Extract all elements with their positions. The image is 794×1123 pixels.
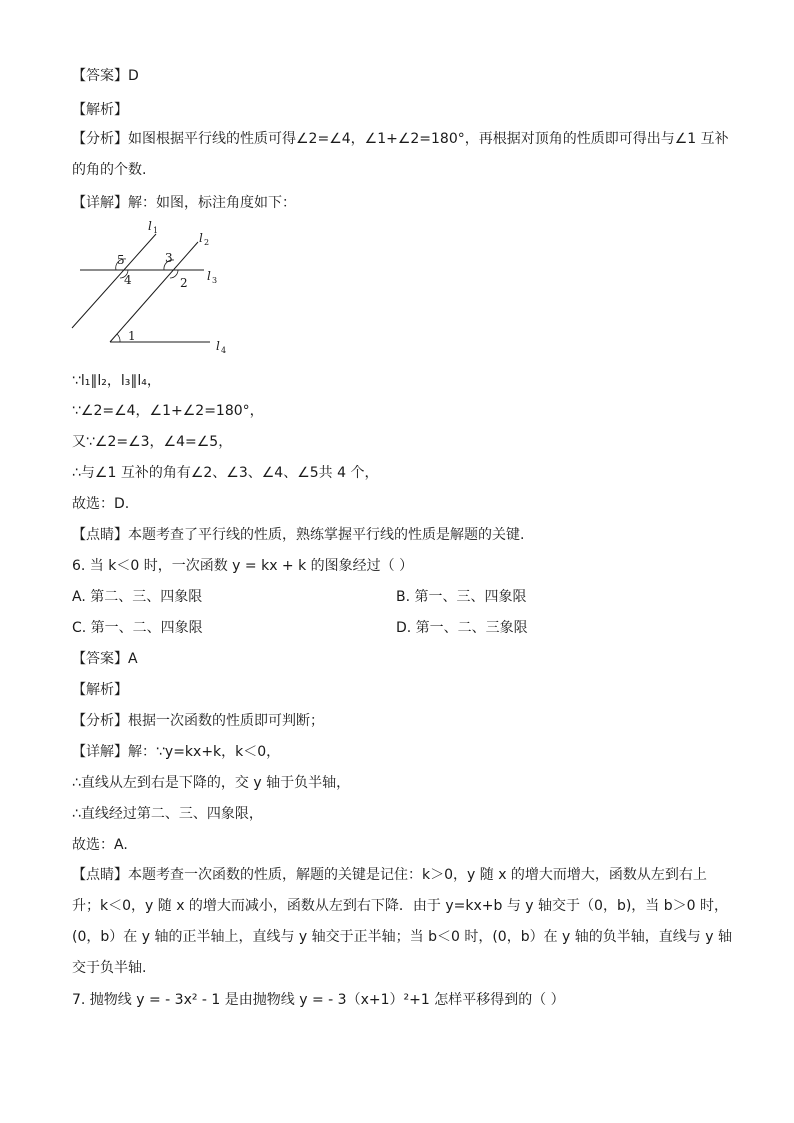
label-angle-3: 3 [165,251,173,265]
analysis-heading-q5: 【解析】 [72,102,128,118]
answer-q5: 【答案】D [72,68,139,84]
choice-a: A. 第二、三、四象限 [72,589,203,605]
step-q6-1: ∴直线从左到右是下降的，交 y 轴于负半轴， [72,775,351,791]
step-q6-2: ∴直线经过第二、三、四象限， [72,806,263,822]
label-l4: l [216,339,220,353]
conclusion-q5: ∴与∠1 互补的角有∠2、∠3、∠4、∠5共 4 个， [72,465,379,481]
comment-q5: 【点睛】本题考查了平行线的性质，熟练掌握平行线的性质是解题的关键. [72,527,525,543]
choice-c: C. 第一、二、四象限 [72,620,203,636]
label-angle-1: 1 [128,329,136,343]
label-l2: l [199,231,203,245]
detail-intro-q5: 【详解】解：如图，标注角度如下： [72,195,296,211]
label-angle-2: 2 [180,276,188,290]
label-l4-sub: 4 [221,346,227,355]
angle-2-arc [170,270,178,278]
analysis-text-q6: 【分析】根据一次函数的性质即可判断； [72,713,324,729]
analysis-text-q5: 【分析】如图根据平行线的性质可得∠2=∠4，∠1+∠2=180°，再根据对顶角的性质即可得出与∠1 互补的角的个数. [72,131,729,178]
choice-d: D. 第一、二、三象限 [396,620,528,636]
label-l1-sub: 1 [153,226,159,235]
step-angles-2: 又∵∠2=∠3，∠4=∠5， [72,434,233,450]
line-l1 [72,234,156,328]
comment-q6: 【点睛】本题考查一次函数的性质，解题的关键是记住：k＞0，y 随 x 的增大而增大，函数从左到右上升；k＜0，y 随 x 的增大而减小，函数从左到右下降．由于 y=kx+b 与 y 轴交于（0，b)，当 b＞0 时，(0，b）在 y 轴的正半轴上，直线与 y 轴交于正半轴；当 b＜0 时，(0，b）在 y 轴的负半轴，直线与 y 轴交于负半轴. [72,867,732,976]
label-angle-5: 5 [117,253,125,267]
angle-1-arc [117,334,120,342]
question-6: 6. 当 k＜0 时，一次函数 y = kx + k 的图象经过（ ） [72,558,414,574]
detail-q6: 【详解】解：∵y=kx+k，k＜0， [72,744,281,760]
step-angles-1: ∵∠2=∠4，∠1+∠2=180°， [72,403,264,419]
given-parallel: ∵l₁∥l₂，l₃∥l₄， [72,373,161,389]
label-l3: l [207,269,211,283]
label-l2-sub: 2 [204,238,210,247]
question-7: 7. 抛物线 y = - 3x² - 1 是由抛物线 y = - 3（x+1）²+1 怎样平移得到的（ ） [72,992,565,1008]
answer-q6: 【答案】A [72,651,138,667]
label-l1: l [148,219,152,233]
label-l3-sub: 3 [212,276,218,285]
label-angle-4: 4 [124,273,132,287]
analysis-heading-q6: 【解析】 [72,682,128,698]
choice-b: B. 第一、三、四象限 [396,589,527,605]
choice-q6: 故选：A. [72,837,128,853]
parallel-lines-figure [62,214,242,360]
choice-q5: 故选：D. [72,496,130,512]
